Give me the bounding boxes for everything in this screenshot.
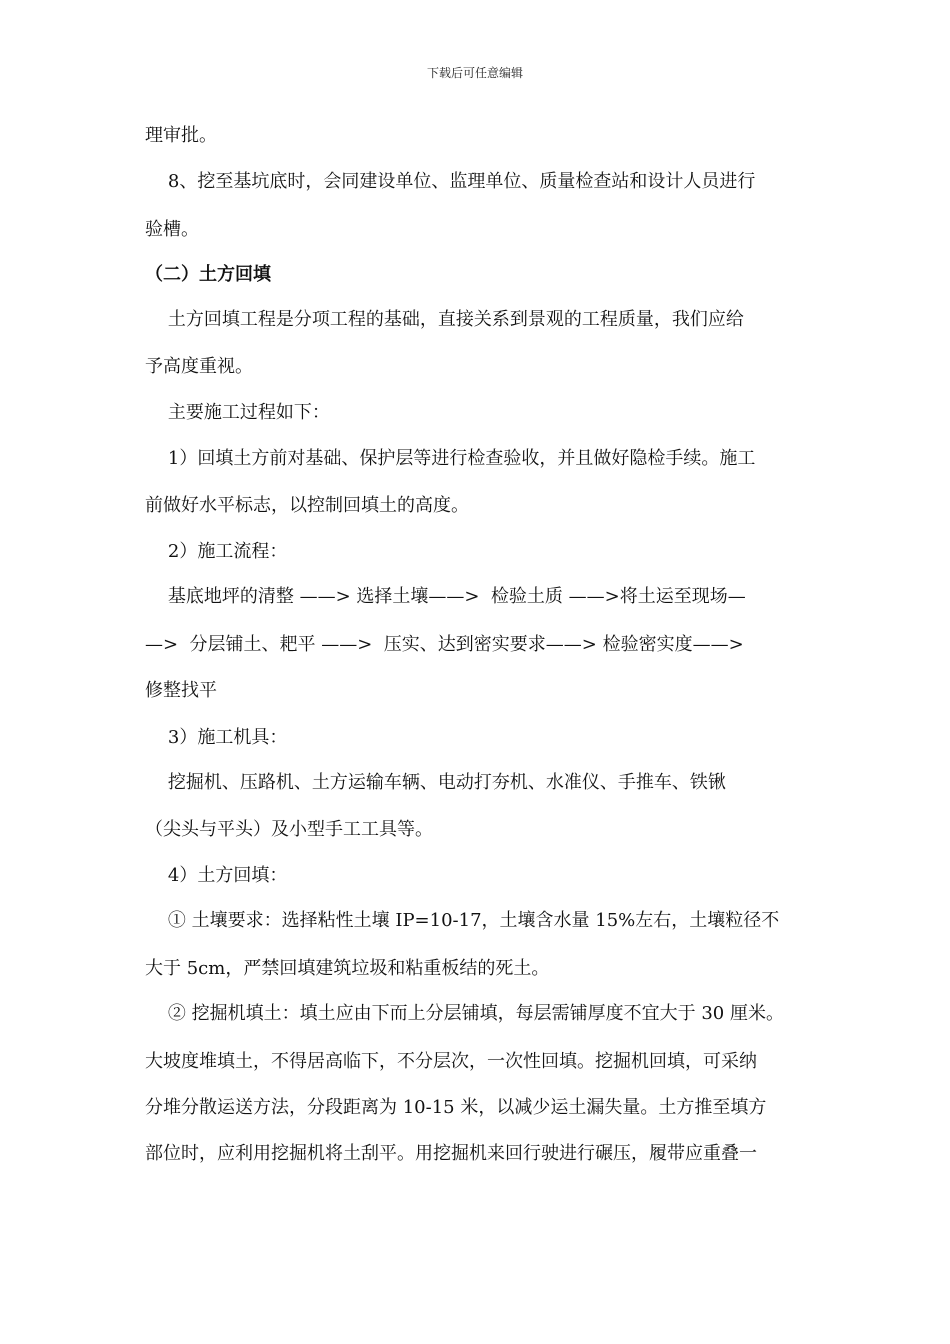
text-line: 大于 5cm，严禁回填建筑垃圾和粘重板结的死土。 [145,958,550,979]
text-line: 基底地坪的清整 ——> 选择土壤——> 检验土质 ——>将土运至现场— [145,586,746,607]
text-line: 1）回填土方前对基础、保护层等进行检查验收，并且做好隐检手续。施工 [145,448,756,469]
text-line: 4）土方回填： [145,865,288,886]
text-line: 土方回填工程是分项工程的基础，直接关系到景观的工程质量，我们应给 [145,309,744,330]
text-line: —> 分层铺土、耙平 ——> 压实、达到密实要求——> 检验密实度——> [145,634,744,655]
text-line: 理审批。 [145,125,217,146]
text-line: 部位时，应利用挖掘机将土刮平。用挖掘机来回行驶进行碾压，履带应重叠一 [145,1143,757,1164]
text-line: 前做好水平标志，以控制回填土的高度。 [145,495,469,516]
text-line: 挖掘机、压路机、土方运输车辆、电动打夯机、水准仪、手推车、铁锹 [145,772,726,793]
text-line: 予高度重视。 [145,356,253,377]
text-line: 验槽。 [145,219,199,240]
text-line: 分堆分散运送方法，分段距离为 10-15 米，以减少运土漏失量。土方推至填方 [145,1097,767,1118]
page-header: 下载后可任意编辑 [426,66,523,80]
text-line: ② 挖掘机填土：填土应由下而上分层铺填，每层需铺厚度不宜大于 30 厘米。 [145,1003,784,1024]
text-line: 修整找平 [145,680,217,701]
text-line: 大坡度堆填土，不得居高临下，不分层次，一次性回填。挖掘机回填，可采纳 [145,1051,757,1072]
text-line: 2）施工流程： [145,541,288,562]
text-line: ① 土壤要求：选择粘性土壤 IP=10-17，土壤含水量 15%左右，土壤粒径不 [145,910,780,931]
text-line: 8、挖至基坑底时，会同建设单位、监理单位、质量检查站和设计人员进行 [145,171,756,192]
section-heading: （二）土方回填 [145,264,271,285]
text-line: 主要施工过程如下： [145,402,330,423]
text-line: 3）施工机具： [145,727,288,748]
text-line: （尖头与平头）及小型手工工具等。 [145,819,433,840]
